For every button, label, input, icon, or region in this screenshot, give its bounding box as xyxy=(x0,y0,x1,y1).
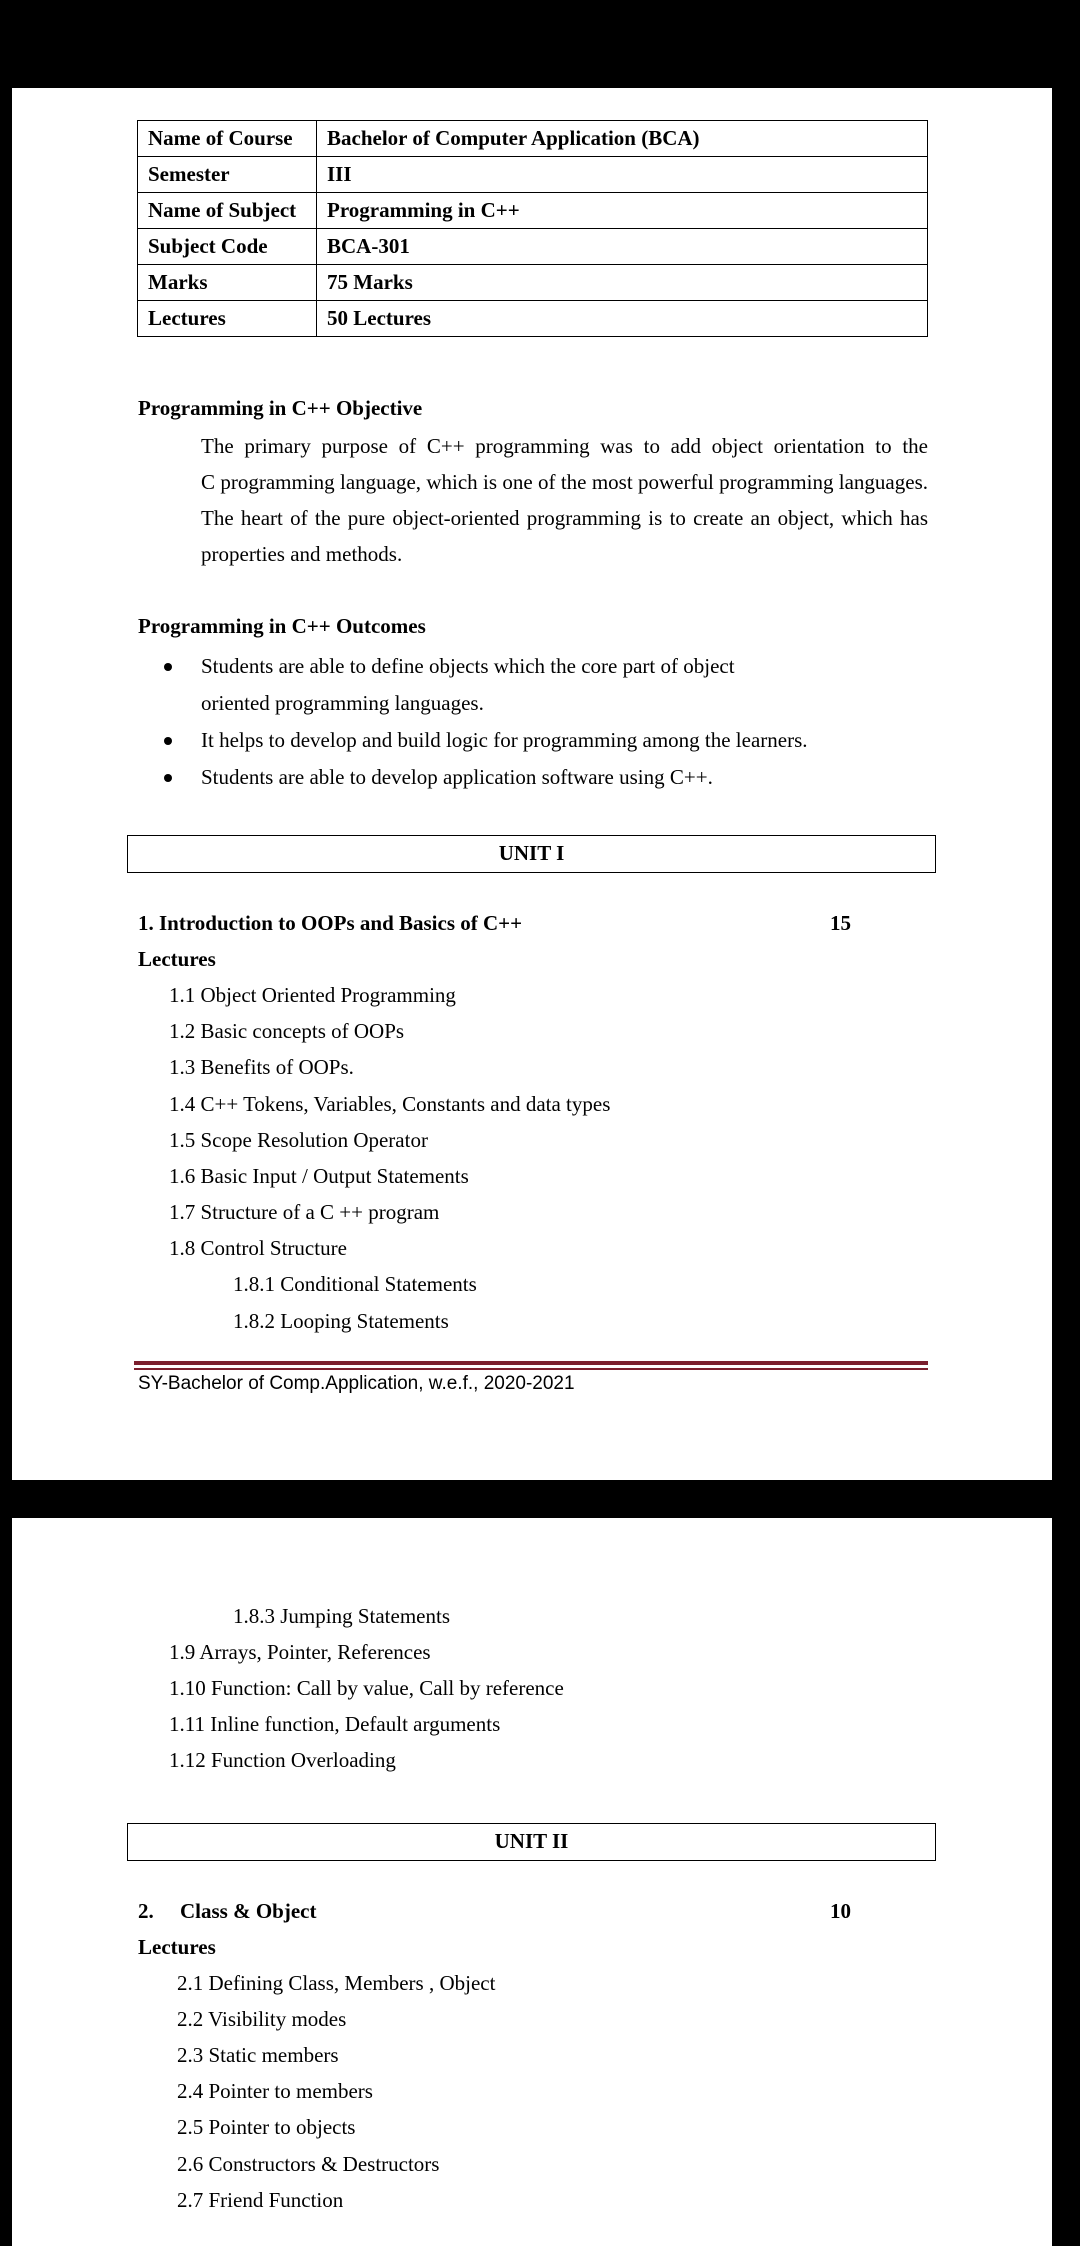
table-label: Subject Code xyxy=(138,229,317,265)
chapter-2-hours: 10 xyxy=(830,1899,851,1923)
table-value: Bachelor of Computer Application (BCA) xyxy=(317,121,928,157)
objective-heading: Programming in C++ Objective xyxy=(138,396,423,420)
table-row xyxy=(138,301,928,337)
table-row xyxy=(138,121,928,157)
chapter-1-title: 1. Introduction to OOPs and Basics of C++ xyxy=(138,911,523,935)
topic-item: 1.5 Scope Resolution Operator xyxy=(169,1128,428,1152)
topic-item: 2.1 Defining Class, Members , Object xyxy=(177,1971,496,1995)
table-row xyxy=(138,157,928,193)
table-value: 75 Marks xyxy=(317,265,928,301)
topic-item: 1.11 Inline function, Default arguments xyxy=(169,1712,501,1736)
chapter-2-title: Class & Object xyxy=(180,1899,317,1923)
unit-1-title: UNIT I xyxy=(127,835,936,873)
list-item: It helps to develop and build logic for programming among the learners. xyxy=(137,722,897,759)
topic-item: 1.12 Function Overloading xyxy=(169,1748,396,1772)
course-info-table xyxy=(137,120,928,337)
table-label: Name of Subject xyxy=(138,193,317,229)
paragraph-line: The primary purpose of C++ programming was to add object orientation to the xyxy=(201,434,928,458)
unit-2-title: UNIT II xyxy=(127,1823,936,1861)
table-value: III xyxy=(317,157,928,193)
subtopic-item: 1.8.3 Jumping Statements xyxy=(233,1604,450,1628)
topic-item: 2.3 Static members xyxy=(177,2043,339,2067)
table-value: BCA-301 xyxy=(317,229,928,265)
chapter-2-number: 2. xyxy=(138,1899,154,1923)
table-label: Lectures xyxy=(138,301,317,337)
topic-item: 2.4 Pointer to members xyxy=(177,2079,373,2103)
topic-item: 1.6 Basic Input / Output Statements xyxy=(169,1164,469,1188)
list-item: Students are able to define objects which the core part of object oriented programming languages. xyxy=(137,648,801,722)
topic-item: 1.10 Function: Call by value, Call by reference xyxy=(169,1676,564,1700)
table-label: Semester xyxy=(138,157,317,193)
paragraph-line: The heart of the pure object-oriented programming is to create an object, which has xyxy=(201,506,928,530)
subtopic-item: 1.8.2 Looping Statements xyxy=(233,1309,449,1333)
topic-item: 1.4 C++ Tokens, Variables, Constants and data types xyxy=(169,1092,611,1116)
subtopic-item: 1.8.1 Conditional Statements xyxy=(233,1272,477,1296)
topic-item: 2.2 Visibility modes xyxy=(177,2007,347,2031)
document-page-1 xyxy=(12,88,1052,1480)
topic-item: 2.7 Friend Function xyxy=(177,2188,344,2212)
table-row xyxy=(138,265,928,301)
document-page-2 xyxy=(12,1518,1052,2246)
table-row xyxy=(138,193,928,229)
chapter-1-hours: 15 xyxy=(830,911,851,935)
lectures-label: Lectures xyxy=(138,1935,216,1959)
page-footer: SY-Bachelor of Comp.Application, w.e.f., 2020-2021 xyxy=(138,1373,575,1394)
topic-item: 1.9 Arrays, Pointer, References xyxy=(169,1640,431,1664)
table-label: Name of Course xyxy=(138,121,317,157)
list-item: Students are able to develop application software using C++. xyxy=(137,759,897,796)
outcomes-list xyxy=(137,648,897,796)
paragraph-line: C programming language, which is one of the most powerful programming languages. xyxy=(201,470,928,494)
table-value: Programming in C++ xyxy=(317,193,928,229)
table-value: 50 Lectures xyxy=(317,301,928,337)
topic-item: 1.1 Object Oriented Programming xyxy=(169,983,456,1007)
outcomes-heading: Programming in C++ Outcomes xyxy=(138,614,426,638)
topic-item: 1.2 Basic concepts of OOPs xyxy=(169,1019,405,1043)
topic-item: 1.8 Control Structure xyxy=(169,1236,347,1260)
topic-item: 1.7 Structure of a C ++ program xyxy=(169,1200,440,1224)
table-label: Marks xyxy=(138,265,317,301)
footer-rule-thin xyxy=(134,1368,928,1370)
lectures-label: Lectures xyxy=(138,947,216,971)
objective-paragraph xyxy=(201,428,928,572)
footer-rule xyxy=(134,1361,928,1365)
topic-item: 1.3 Benefits of OOPs. xyxy=(169,1055,354,1079)
topic-item: 2.5 Pointer to objects xyxy=(177,2115,356,2139)
paragraph-line: properties and methods. xyxy=(201,542,403,566)
topic-item: 2.6 Constructors & Destructors xyxy=(177,2152,440,2176)
table-row xyxy=(138,229,928,265)
